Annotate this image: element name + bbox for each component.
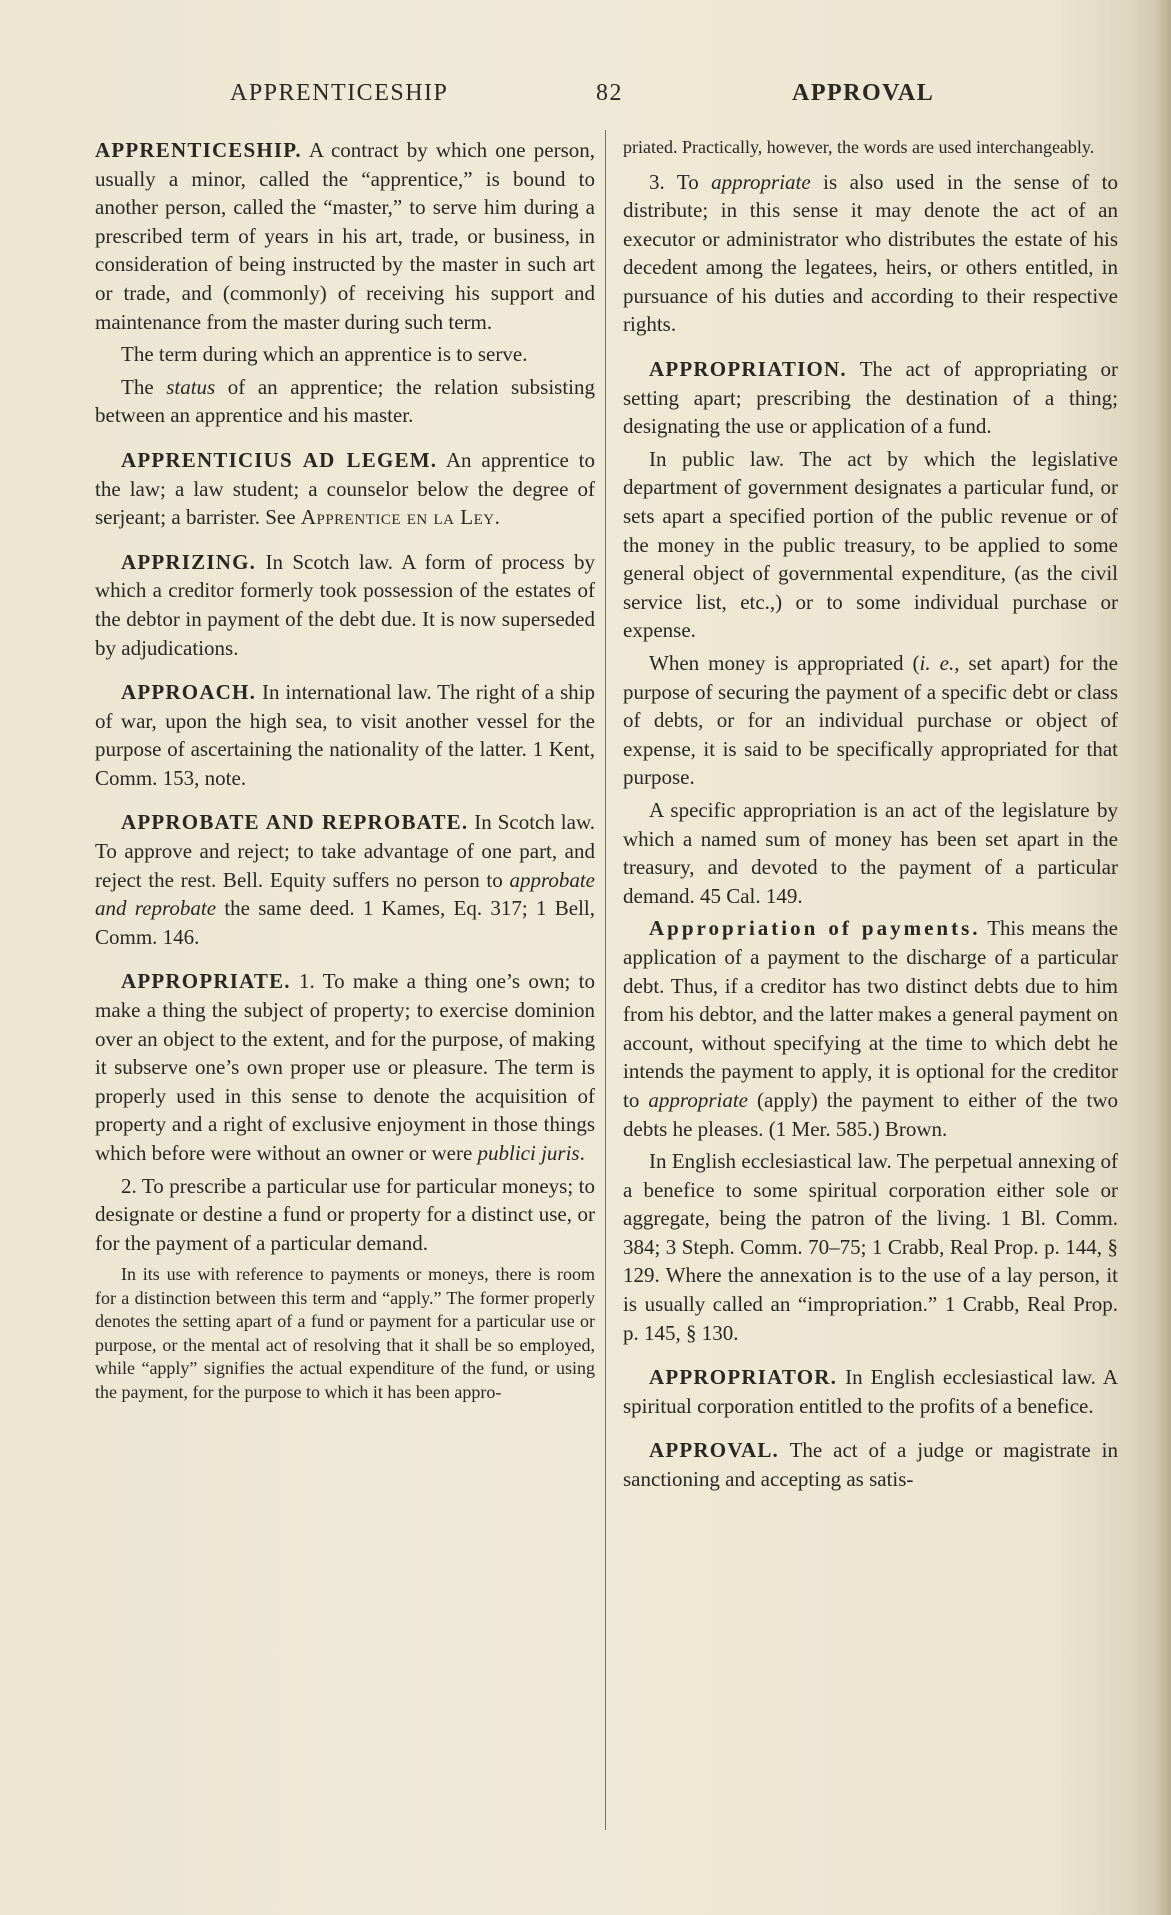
left-column xyxy=(95,136,595,1404)
right-column xyxy=(623,136,1118,1494)
italic-term: i. e. xyxy=(919,651,955,675)
column-divider xyxy=(605,130,606,1830)
entry-approbate-and-reprobate xyxy=(95,808,595,951)
subheading: Appropriation of payments. xyxy=(649,916,981,941)
cross-reference: Apprentice en la Ley xyxy=(300,505,495,530)
text-span: This means the application of a payment to the discharge of a particular debt. Thus, if a creditor has two distinct debts due to him from his debtor, and the latter makes a general payment on account, without specifying at the time to which debt he intends the payment to apply, it is optional for the creditor to xyxy=(623,916,1118,1112)
definition-text: In international law. The right of a ship of war, upon the high sea, to visit another vessel for the purpose of ascertaining the nationality of the latter. 1 Kent, Comm. 153, note. xyxy=(95,680,595,790)
entry-appropriate xyxy=(95,967,595,1167)
entry-approval xyxy=(623,1436,1118,1493)
definition-text: 1. To make a thing one’s own; to make a thing the subject of property; to exercise dominion over an object to the extent, and for the purpose, of making it subserve one’s own proper use or pleasure. The term is properly used in this sense to denote the acquisition of property and a right of exclusive enjoyment in those things which before were without an owner or were xyxy=(95,969,595,1165)
definition-text: The act of appropriating or setting apart; prescribing the destination of a thing; designating the use or application of a fund. xyxy=(623,357,1118,439)
text-span: When money is appropriated ( xyxy=(649,651,920,675)
italic-term: appropriate xyxy=(711,169,811,194)
headword: APPRENTICESHIP. xyxy=(95,138,302,162)
headword: APPROPRIATOR. xyxy=(649,1365,838,1390)
header-left-guideword: APPRENTICESHIP xyxy=(230,80,449,106)
definition-paragraph: 2. To prescribe a particular use for particular moneys; to designate or destine a fund or property for a distinct use, or for the payment of a particular demand. xyxy=(95,1173,595,1255)
entry-appropriator xyxy=(623,1363,1118,1420)
entry-apprenticeship xyxy=(95,136,595,336)
text-span: (apply) the payment to either of the two debts he pleases. (1 Mer. 585.) Brown. xyxy=(623,1087,1118,1141)
text-span: . xyxy=(494,505,500,530)
definition-text: In Scotch law. To approve and reject; to take advantage of one part, and reject the rest. Bell. Equity suffers no person to xyxy=(95,810,596,892)
headword: APPRIZING. xyxy=(121,549,257,574)
page-edge-shadow xyxy=(1157,0,1171,1915)
definition-paragraph xyxy=(623,914,1118,1143)
text-span: . xyxy=(579,1141,585,1165)
definition-paragraph xyxy=(623,649,1118,792)
text-span: is also used in the sense of to distribute; in this sense it may denote the act of an executor or administrator who distributes the estate of his decedent among the legatees, heirs, or others entitled, in pursuance of his duties and according to their respective rights. xyxy=(623,169,1119,337)
definition-paragraph xyxy=(623,168,1118,340)
definition-text: In English ecclesiastical law. A spiritual corporation entitled to the profits of a benefice. xyxy=(623,1365,1118,1418)
definition-paragraph: The term during which an apprentice is to serve. xyxy=(121,342,528,367)
italic-term: status xyxy=(166,374,216,399)
text-span: The xyxy=(121,374,167,399)
headword: APPROVAL. xyxy=(649,1438,780,1463)
italic-term: appropriate xyxy=(648,1087,748,1112)
running-header xyxy=(0,80,1171,110)
definition-paragraph: In public law. The act by which the legislative department of government designates a particular fund, or sets apart a specified portion of the public revenue or of the money in the public treasury, to be applied to some general object of governmental expenditure, (as the civil service list, etc.,) or to some individual purchase or expense. xyxy=(623,446,1118,643)
definition-paragraph xyxy=(95,373,595,430)
usage-note-continued: priated. Practically, however, the words are used interchangeably. xyxy=(623,137,1095,157)
headword: APPROACH. xyxy=(121,680,257,705)
definition-text: The act of a judge or magistrate in sanctioning and accepting as satis- xyxy=(623,1438,1118,1492)
definition-text: An apprentice to the law; a law student; a counselor below the degree of serjeant; a barrister. See xyxy=(95,447,595,530)
headword: APPRENTICIUS AD LEGEM. xyxy=(121,447,438,472)
page-number: 82 xyxy=(596,80,623,106)
headword: APPROBATE AND REPROBATE. xyxy=(121,810,469,835)
headword: APPROPRIATE. xyxy=(121,969,291,994)
entry-approach xyxy=(95,678,595,792)
italic-term: publici juris xyxy=(477,1141,580,1165)
text-span: 3. To xyxy=(649,169,712,194)
italic-term: approbate and reprobate xyxy=(95,867,595,921)
definition-text: A contract by which one person, usually a minor, called the “apprentice,” is bound to another person, called the “master,” to serve him during a prescribed term of years in his art, trade, or business, in consideration of being instructed by the master in such art or trade, and (commonly) of receiving his support and maintenance from the master during such term. xyxy=(95,138,595,334)
entry-apprizing xyxy=(95,548,595,662)
header-right-guideword: APPROVAL xyxy=(792,80,935,106)
entry-appropriation xyxy=(623,355,1118,441)
definition-text: In Scotch law. A form of process by which a creditor formerly took possession of the estates of the debtor in payment of the debt due. It is now superseded by adjudications. xyxy=(95,549,595,660)
text-span: of an apprentice; the relation subsisting between an apprentice and his master. xyxy=(95,374,595,428)
usage-note: In its use with reference to payments or moneys, there is room for a distinction between this term and “apply.” The former properly denotes the setting apart of a fund or payment for a particular use or purpose, or the mental act of resolving that it shall be so employed, while “apply” signifies the actual expenditure of the fund, or using the payment, for the purpose to which it has been appro- xyxy=(95,1264,595,1402)
entry-apprenticius-ad-legem xyxy=(95,446,595,532)
definition-paragraph: A specific appropriation is an act of the legislature by which a named sum of money has been set apart in the treasury, and devoted to the payment of a particular demand. 45 Cal. 149. xyxy=(623,797,1118,908)
headword: APPROPRIATION. xyxy=(649,357,847,382)
text-span: the same deed. 1 Kames, Eq. 317; 1 Bell, Comm. 146. xyxy=(95,896,595,949)
definition-paragraph: In English ecclesiastical law. The perpetual annexing of a benefice to some spiritual corporation either sole or aggregate, being the patron of the living. 1 Bl. Comm. 384; 3 Steph. Comm. 70–75; 1 Crabb, Real Prop. p. 144, § 129. Where the annexation is to the use of a lay person, it is usually called an “impropriation.” 1 Crabb, Real Prop. p. 145, § 130. xyxy=(623,1149,1118,1345)
text-span: , set apart) for the purpose of securing the payment of a specific debt or class of debts, or for an individual purchase or object of expense, it is said to be specifically appropriated for that purpose. xyxy=(623,651,1119,790)
